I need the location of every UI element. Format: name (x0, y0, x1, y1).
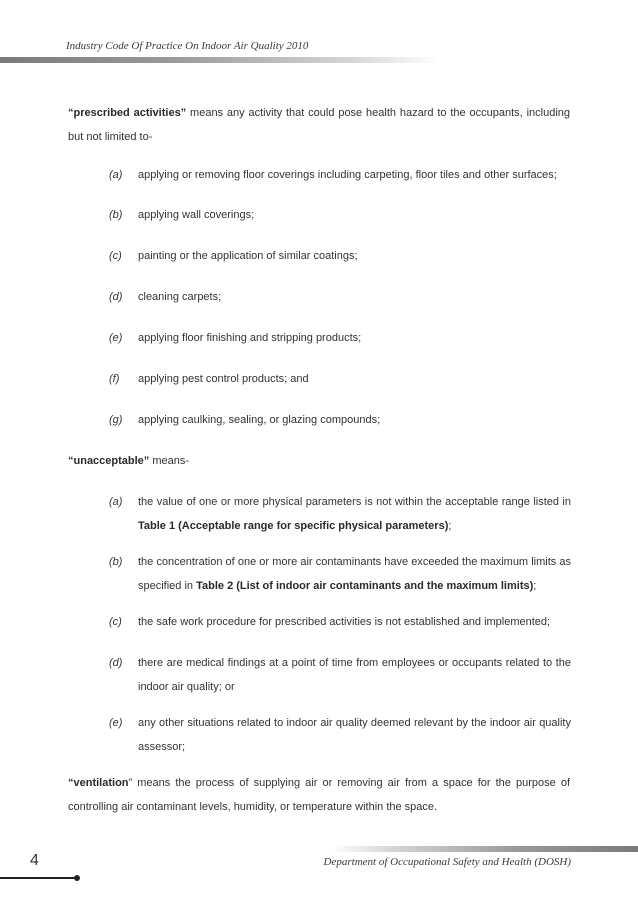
list-item-text: cleaning carpets; (138, 291, 222, 303)
list-item (109, 285, 571, 309)
list-item-text-end: ; (448, 520, 452, 532)
list-item-text: there are medical findings at a point of time from employees or occupants related to the indoor air quality; or (138, 657, 571, 693)
list-item (109, 163, 571, 187)
header-title: Industry Code Of Practice On Indoor Air Quality 2010 (66, 40, 309, 52)
list-item (109, 408, 571, 432)
list-item (109, 367, 571, 391)
list-item (109, 244, 571, 268)
list-item-text-plain: the concentration of one or more air contaminants have exceeded the maximum limits as specified in (138, 556, 571, 592)
definition-text: means any activity that could pose health hazard to the occupants, including but not limited to- (68, 107, 570, 143)
list-item-text: applying caulking, sealing, or glazing compounds; (138, 414, 381, 426)
list-item-text: the safe work procedure for prescribed activities is not established and implemented; (138, 616, 551, 628)
list-item-letter: (c) (109, 250, 122, 262)
list-item-text: applying pest control products; and (138, 373, 309, 385)
list-item-letter: (e) (109, 332, 123, 344)
list-item-text: applying wall coverings; (138, 209, 255, 221)
list-item (109, 203, 571, 227)
list-item (109, 610, 571, 634)
list-item-text (138, 490, 571, 538)
term-unacceptable: “unacceptable” (68, 455, 150, 467)
list-item-letter: (b) (109, 209, 123, 221)
list-item (109, 490, 571, 538)
footer-dot (74, 875, 80, 881)
list-item-text (138, 550, 571, 598)
definition-ventilation (68, 771, 570, 819)
list-item (109, 550, 571, 598)
list-item-letter: (f) (109, 373, 120, 385)
list-item-letter: (e) (109, 717, 123, 729)
definition-text: ” means the process of supplying air or removing air from a space for the purpose of controlling air contaminant levels, humidity, or temperature within the space. (68, 777, 570, 813)
list-item-letter: (a) (109, 496, 123, 508)
term-ventilation: “ventilation (68, 777, 129, 789)
list-item (109, 651, 571, 699)
list-item-text: any other situations related to indoor air quality deemed relevant by the indoor air quality assessor; (138, 717, 571, 753)
term-prescribed-activities: “prescribed activities” (68, 107, 187, 119)
table-reference: Table 2 (List of indoor air contaminants and the maximum limits) (196, 580, 534, 592)
definition-unacceptable (68, 449, 570, 473)
list-item-letter: (d) (109, 291, 123, 303)
list-item (109, 711, 571, 759)
list-item-letter: (g) (109, 414, 123, 426)
list-item-letter: (d) (109, 657, 123, 669)
list-item-letter: (c) (109, 616, 122, 628)
list-item-text: applying floor finishing and stripping products; (138, 332, 362, 344)
definition-prescribed-activities (68, 101, 570, 149)
footer-rule (0, 877, 76, 879)
list-item-text-end: ; (533, 580, 537, 592)
list-item-text: applying or removing floor coverings including carpeting, floor tiles and other surfaces; (138, 169, 557, 181)
footer-department: Department of Occupational Safety and Health (DOSH) (323, 856, 571, 868)
list-item-letter: (a) (109, 169, 123, 181)
page-number: 4 (30, 852, 39, 869)
list-item-text: painting or the application of similar coatings; (138, 250, 358, 262)
definition-text: means- (149, 455, 190, 467)
list-item (109, 326, 571, 350)
footer-bar (330, 846, 638, 852)
table-reference: Table 1 (Acceptable range for specific physical parameters) (138, 520, 449, 532)
list-item-text-plain: the value of one or more physical parameters is not within the acceptable range listed in (138, 496, 571, 508)
header-bar (0, 57, 440, 63)
list-item-letter: (b) (109, 556, 123, 568)
